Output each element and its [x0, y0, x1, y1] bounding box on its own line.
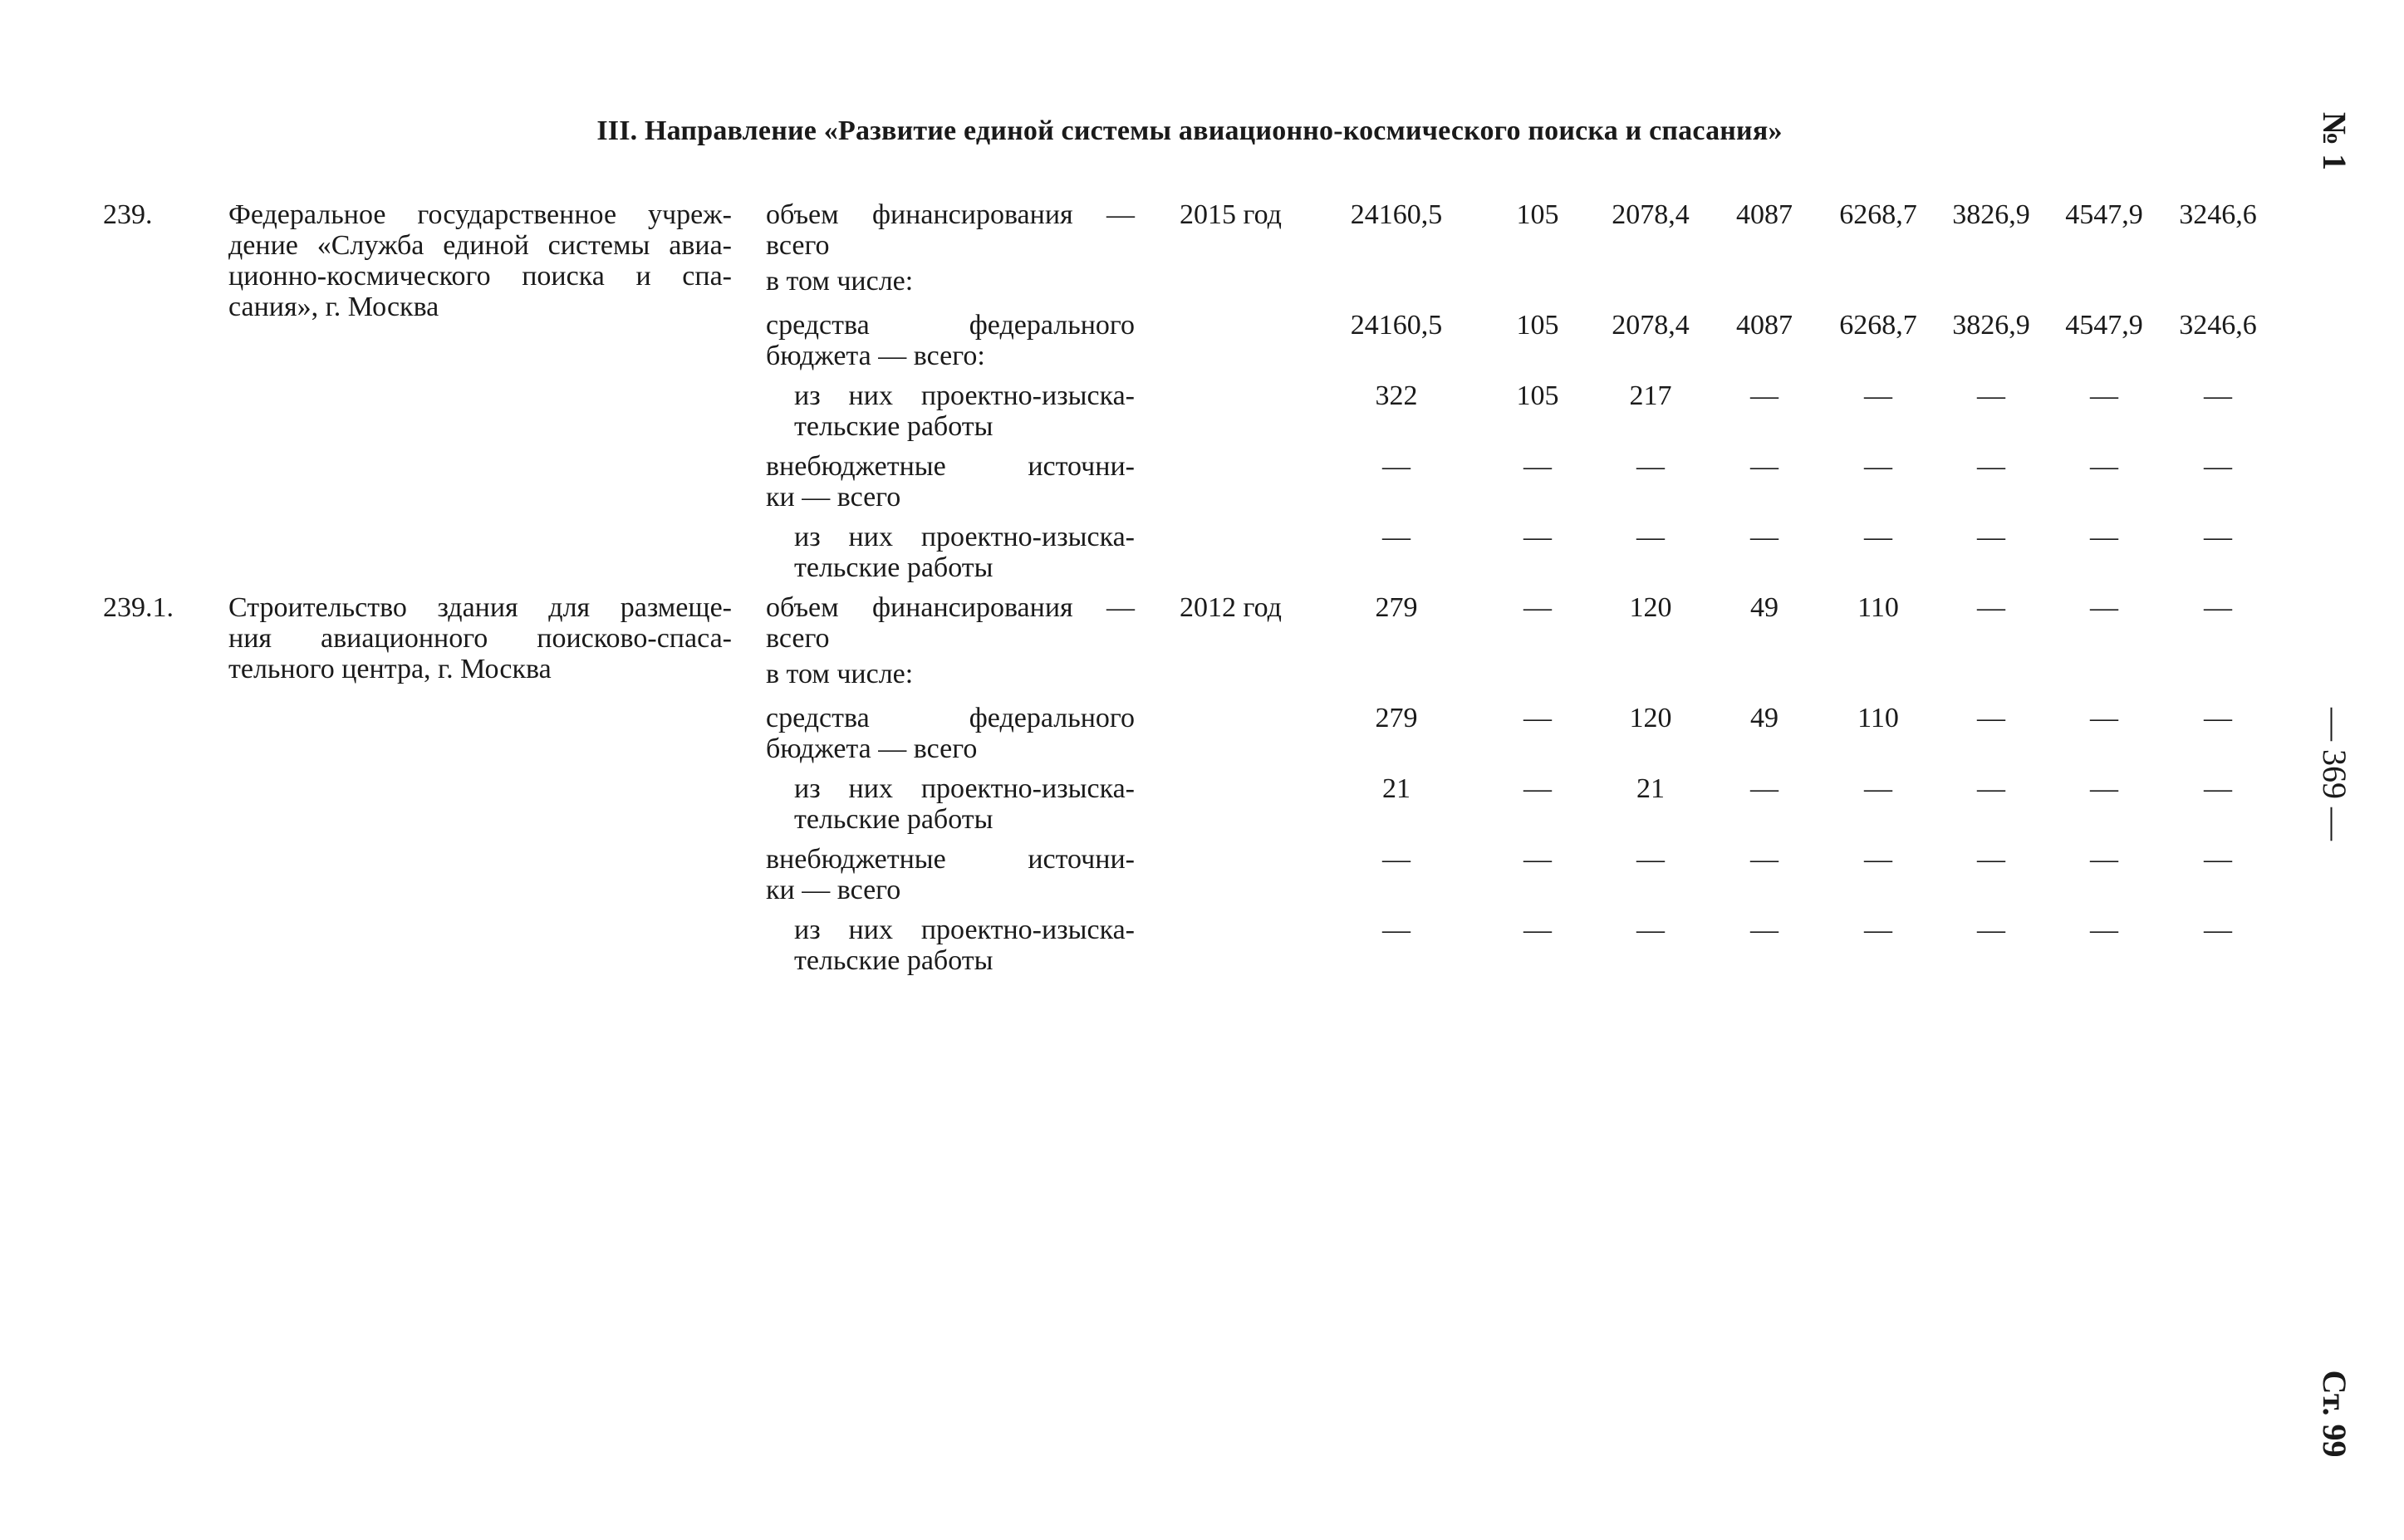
financing-line-label — [794, 773, 1135, 835]
value-cell: 4087 — [1736, 310, 1793, 341]
value-cell: 279 — [1375, 703, 1418, 733]
value-cell: — — [1523, 844, 1552, 875]
value-cell: — — [1750, 773, 1778, 804]
label-line: всего — [766, 230, 830, 261]
value-cell: — — [1977, 703, 2005, 733]
value-cell: 217 — [1629, 380, 1672, 411]
label-line: средства федерального — [766, 703, 1135, 733]
value-cell: 6268,7 — [1839, 199, 1917, 230]
label-line: бюджета — всего: — [766, 341, 985, 371]
value-cell: 105 — [1516, 199, 1559, 230]
label-line: средства федерального — [766, 310, 1135, 341]
label-line: из них проектно-изыска- — [794, 380, 1135, 411]
label-line: внебюджетные источни- — [766, 844, 1135, 875]
label-line: из них проектно-изыска- — [794, 773, 1135, 804]
value-cell: — — [2090, 451, 2118, 482]
value-cell: 120 — [1629, 703, 1672, 733]
value-cell: — — [1864, 773, 1892, 804]
label-line: из них проектно-изыска- — [794, 915, 1135, 945]
value-cell: — — [1864, 522, 1892, 552]
value-cell: — — [1750, 451, 1778, 482]
financing-line-label — [794, 522, 1135, 583]
description-line: тельного центра, г. Москва — [228, 654, 552, 684]
label-line: из них проектно-изыска- — [794, 522, 1135, 552]
value-cell: — — [2204, 844, 2232, 875]
value-cell: 4547,9 — [2065, 199, 2143, 230]
value-cell: — — [1636, 915, 1665, 945]
value-cell: 21 — [1636, 773, 1665, 804]
value-cell: — — [2090, 592, 2118, 623]
value-cell: 3246,6 — [2179, 199, 2257, 230]
row-description — [228, 199, 732, 322]
value-cell: — — [1977, 915, 2005, 945]
label-line: ки — всего — [766, 875, 901, 905]
value-cell: — — [1523, 915, 1552, 945]
value-cell: — — [1864, 844, 1892, 875]
value-cell: — — [2090, 844, 2118, 875]
value-cell: 110 — [1857, 703, 1899, 733]
value-cell: — — [1750, 915, 1778, 945]
value-cell: — — [1636, 451, 1665, 482]
description-line: сания», г. Москва — [228, 292, 439, 322]
value-cell: 3826,9 — [1952, 199, 2030, 230]
value-cell: — — [1864, 451, 1892, 482]
financing-line-label — [766, 703, 1135, 764]
value-cell: — — [2090, 522, 2118, 552]
value-cell: — — [1864, 915, 1892, 945]
value-cell: — — [1636, 522, 1665, 552]
label-line: внебюджетные источни- — [766, 451, 1135, 482]
value-cell: 49 — [1750, 703, 1778, 733]
value-cell: — — [1523, 451, 1552, 482]
financing-line-label — [766, 592, 1135, 654]
value-cell: — — [2090, 915, 2118, 945]
description-line: ния авиационного поисково-спаса- — [228, 623, 732, 654]
value-cell: 3826,9 — [1952, 310, 2030, 341]
section-heading-text: III. Направление «Развитие единой системы авиационно-космического поиска и спасания» — [596, 115, 1783, 146]
value-cell: 279 — [1375, 592, 1418, 623]
value-cell: — — [2090, 380, 2118, 411]
label-line: в том числе: — [766, 659, 914, 689]
row-number: 239. — [103, 199, 153, 230]
label-line: объем финансирования — — [766, 592, 1135, 623]
description-line: Строительство здания для размеще- — [228, 592, 732, 623]
value-cell: — — [1750, 380, 1778, 411]
value-cell: — — [1750, 844, 1778, 875]
value-cell: — — [2090, 773, 2118, 804]
value-cell: — — [2204, 522, 2232, 552]
value-cell: — — [2204, 773, 2232, 804]
label-line: тельские работы — [794, 552, 993, 583]
value-cell: 49 — [1750, 592, 1778, 623]
value-cell: — — [1382, 844, 1411, 875]
value-cell: — — [1750, 522, 1778, 552]
financing-line-label — [766, 844, 1135, 905]
value-cell: — — [1977, 380, 2005, 411]
financing-line-label — [794, 915, 1135, 976]
row-year: 2012 год — [1180, 592, 1282, 623]
value-cell: — — [2204, 915, 2232, 945]
financing-line-label — [794, 380, 1135, 442]
value-cell: — — [2090, 703, 2118, 733]
value-cell: — — [1636, 844, 1665, 875]
label-line: объем финансирования — — [766, 199, 1135, 230]
value-cell: 322 — [1375, 380, 1418, 411]
row-number: 239.1. — [103, 592, 174, 623]
row-year: 2015 год — [1180, 199, 1282, 230]
value-cell: 105 — [1516, 380, 1559, 411]
value-cell: 21 — [1382, 773, 1411, 804]
value-cell: — — [1864, 380, 1892, 411]
description-line: дение «Служба единой системы авиа- — [228, 230, 732, 261]
label-line: тельские работы — [794, 945, 993, 976]
value-cell: 2078,4 — [1612, 310, 1690, 341]
issue-number: № 1 — [2316, 111, 2353, 171]
value-cell: — — [1523, 522, 1552, 552]
article-number: Ст. 99 — [2316, 1370, 2353, 1458]
value-cell: — — [1382, 522, 1411, 552]
value-cell: 4087 — [1736, 199, 1793, 230]
value-cell: 120 — [1629, 592, 1672, 623]
row-description — [228, 592, 732, 684]
value-cell: 2078,4 — [1612, 199, 1690, 230]
description-line: Федеральное государственное учреж- — [228, 199, 732, 230]
value-cell: — — [2204, 380, 2232, 411]
label-line: тельские работы — [794, 804, 993, 835]
financing-line-label — [766, 310, 1135, 371]
value-cell: 110 — [1857, 592, 1899, 623]
label-line: бюджета — всего — [766, 733, 978, 764]
financing-line-label — [766, 659, 1135, 689]
value-cell: — — [2204, 451, 2232, 482]
label-line: всего — [766, 623, 830, 654]
value-cell: — — [2204, 592, 2232, 623]
label-line: тельские работы — [794, 411, 993, 442]
value-cell: 24160,5 — [1350, 310, 1443, 341]
value-cell: 6268,7 — [1839, 310, 1917, 341]
value-cell: 3246,6 — [2179, 310, 2257, 341]
value-cell: — — [1977, 592, 2005, 623]
section-heading — [0, 115, 2404, 148]
value-cell: 105 — [1516, 310, 1559, 341]
value-cell: — — [1523, 703, 1552, 733]
value-cell: 4547,9 — [2065, 310, 2143, 341]
description-line: ционно-космического поиска и спа- — [228, 261, 732, 292]
value-cell: — — [1523, 773, 1552, 804]
value-cell: — — [1977, 522, 2005, 552]
value-cell: — — [1977, 844, 2005, 875]
label-line: в том числе: — [766, 266, 914, 297]
value-cell: — — [1977, 451, 2005, 482]
label-line: ки — всего — [766, 482, 901, 513]
value-cell: — — [1977, 773, 2005, 804]
page-number: — 369 — — [2316, 708, 2353, 841]
value-cell: — — [1382, 915, 1411, 945]
financing-line-label — [766, 266, 1135, 297]
value-cell: — — [1382, 451, 1411, 482]
value-cell: 24160,5 — [1350, 199, 1443, 230]
value-cell: — — [1523, 592, 1552, 623]
financing-line-label — [766, 199, 1135, 261]
financing-line-label — [766, 451, 1135, 513]
value-cell: — — [2204, 703, 2232, 733]
